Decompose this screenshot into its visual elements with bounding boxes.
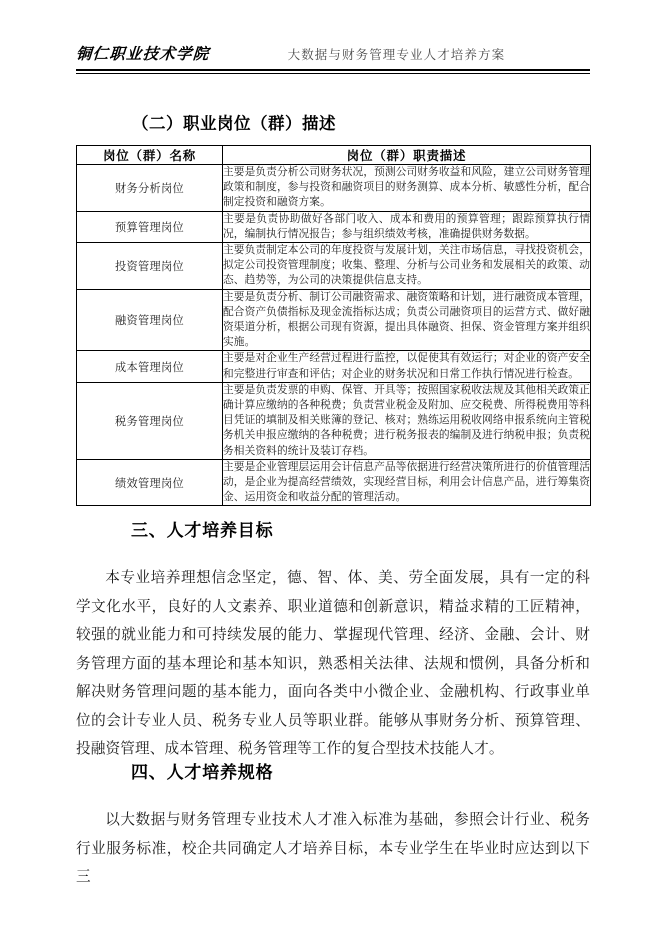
- cell-position-name: 成本管理岗位: [77, 351, 223, 382]
- job-position-table: [76, 145, 591, 506]
- table-row: [77, 351, 591, 382]
- cell-position-duties: 主要是负责分析公司财务状况，预测公司财务收益和风险，建立公司财务管理政策和制度，参与投资和融资项目的财务测算、成本分析、敏感性分析，配合制定投资和融资方案。: [223, 165, 591, 212]
- cell-position-name: 绩效管理岗位: [77, 459, 223, 506]
- document-title: 大数据与财务管理专业人才培养方案: [287, 48, 506, 62]
- cell-position-name: 财务分析岗位: [77, 165, 223, 212]
- table-row: [77, 382, 591, 459]
- cell-position-name: 税务管理岗位: [77, 382, 223, 459]
- cell-position-duties: 主要是负责协助做好各部门收入、成本和费用的预算管理；跟踪预算执行情况，编制执行情况报告；参与组织绩效考核，准确提供财务数据。: [223, 211, 591, 242]
- table-row: [77, 459, 591, 506]
- cell-position-duties: 主要是对企业生产经营过程进行监控，以促使其有效运行；对企业的资产安全和完整进行审查和评估；对企业的财务状况和日常工作执行情况进行检查。: [223, 351, 591, 382]
- table-head: [77, 146, 591, 165]
- cell-position-duties: 主要是负责发票的申购、保管、开具等；按照国家税收法规及其他相关政策正确计算应缴纳的各种税费；负责营业税金及附加、应交税费、所得税费用等科目凭证的填制及相关账簿的登记、核对；熟练运用税收网络申报系统向主管税务机关申报应缴纳的各种税费；进行税务报表的编制及进行纳税申报；负责税务相关资料的统计及装订存档。: [223, 382, 591, 459]
- section-heading-training-goal: 三、人才培养目标: [131, 521, 274, 540]
- cell-position-name: 投资管理岗位: [77, 243, 223, 290]
- section-heading-training-spec: 四、人才培养规格: [131, 763, 274, 782]
- paragraph-training-goal: 本专业培养理想信念坚定，德、智、体、美、劳全面发展，具有一定的科学文化水平，良好的人文素养、职业道德和创新意识，精益求精的工匠精神，较强的就业能力和可持续发展的能力、掌握现代管理、经济、金融、会计、财务管理方面的基本理论和基本知识，熟悉相关法律、法规和惯例，具备分析和解决财务管理问题的基本能力，面向各类中小微企业、金融机构、行政事业单位的会计专业人员、税务专业人员等职业群。能够从事财务分析、预算管理、投融资管理、成本管理、税务管理等工作的复合型技术技能人才。: [76, 570, 590, 757]
- section-subheading-job-description: （二）职业岗位（群）描述: [132, 114, 336, 133]
- column-header-position-name: 岗位（群）名称: [77, 146, 223, 165]
- table-row: [77, 243, 591, 290]
- running-header: [76, 42, 590, 76]
- cell-position-duties: 主要负责制定本公司的年度投资与发展计划，关注市场信息，寻找投资机会，拟定公司投资管理制度；收集、整理、分析与公司业务和发展相关的政策、动态、趋势等，为公司的决策提供信息支持。: [223, 243, 591, 290]
- header-double-rule: [76, 69, 590, 74]
- cell-position-duties: 主要是企业管理层运用会计信息产品等依据进行经营决策所进行的价值管理活动，是企业为提高经营绩效，实现经营目标，利用会计信息产品，进行筹集资金、运用资金和收益分配的管理活动。: [223, 459, 591, 506]
- header-rule-thin: [76, 73, 590, 74]
- table-row: [77, 165, 591, 212]
- column-header-position-duties: 岗位（群）职责描述: [223, 146, 591, 165]
- school-name: 铜仁职业技术学院: [75, 46, 211, 63]
- cell-position-name: 融资管理岗位: [77, 289, 223, 351]
- cell-position-duties: 主要是负责分析、制订公司融资需求、融资策略和计划，进行融资成本管理，配合资产负债指标及现金流指标达成；负责公司融资项目的运营方式、做好融资渠道分析，根据公司现有资源，提出具体融资、担保、资金管理方案并组织实施。: [223, 289, 591, 351]
- table-body: [77, 165, 591, 506]
- cell-position-name: 预算管理岗位: [77, 211, 223, 242]
- table-row: [77, 289, 591, 351]
- paragraph-training-spec: 以大数据与财务管理专业技术人才准入标准为基础，参照会计行业、税务行业服务标准，校企共同确定人才培养目标，本专业学生在毕业时应达到以下三: [76, 812, 590, 885]
- header-text-row: [76, 42, 590, 68]
- table-header-row: [77, 146, 591, 165]
- table-row: [77, 211, 591, 242]
